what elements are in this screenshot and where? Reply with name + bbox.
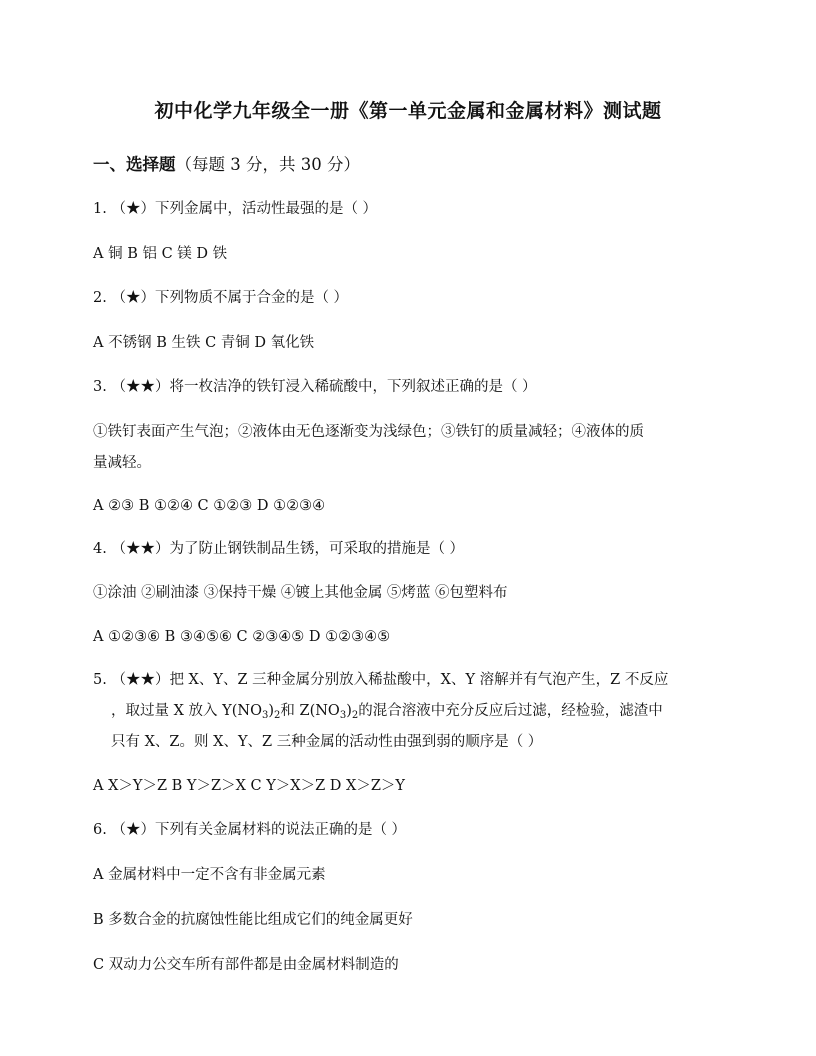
question-5-line2-part-e: 的混合溶液中充分反应后过滤，经检验，滤渣中 [358,703,663,719]
question-3-options: A ②③ B ①②④ C ①②③ D ①②③④ [93,498,326,514]
question-5-line1: 5. （★★）把 X、Y、Z 三种金属分别放入稀盐酸中，X、Y 溶解并有气泡产生，Z 不反应 [93,672,669,688]
question-5-line2-part-b: ) [268,703,275,719]
section-heading-label: 一、选择题 [93,155,176,174]
question-6-option-a: A 金属材料中一定不含有非金属元素 [93,867,326,883]
question-6-option-c: C 双动力公交车所有部件都是由金属材料制造的 [93,957,399,973]
question-5-line3: 只有 X、Z。则 X、Y、Z 三种金属的活动性由强到弱的顺序是（ ） [111,734,543,750]
page-title: 初中化学九年级全一册《第一单元金属和金属材料》测试题 [154,100,662,122]
question-4-statements: ①涂油 ②刷油漆 ③保持干燥 ④镀上其他金属 ⑤烤蓝 ⑥包塑料布 [93,585,508,601]
question-1-stem: 1. （★）下列金属中，活动性最强的是（ ） [93,201,378,217]
subscript: 2 [274,710,281,721]
question-5-line2-part-d: ) [346,703,352,719]
question-1-options: A 铜 B 铝 C 镁 D 铁 [93,246,228,262]
question-5-line2-part-a: ，取过量 X 放入 Y(NO [111,703,262,719]
question-6-stem: 6. （★）下列有关金属材料的说法正确的是（ ） [93,822,407,838]
question-5-options: A X＞Y＞Z B Y＞Z＞X C Y＞X＞Z D X＞Z＞Y [93,778,405,794]
question-3-stem: 3. （★★）将一枚洁净的铁钉浸入稀硫酸中，下列叙述正确的是（ ） [93,379,537,395]
question-5-line2 [111,701,663,721]
question-4-stem: 4. （★★）为了防止钢铁制品生锈，可采取的措施是（ ） [93,541,465,557]
section-heading [93,151,360,175]
question-5-line2-part-c: 和 Z(NO [280,703,340,719]
question-6-option-b: B 多数合金的抗腐蚀性能比组成它们的纯金属更好 [93,912,413,928]
subscript: 3 [339,710,347,721]
subscript: 2 [351,710,359,721]
question-3-statements-line1: ①铁钉表面产生气泡；②液体由无色逐渐变为浅绿色；③铁钉的质量减轻；④液体的质 [93,424,644,440]
question-3-statements-line2: 量减轻。 [93,455,151,471]
section-heading-note: （每题 3 分，共 30 分） [175,155,360,174]
question-2-options: A 不锈钢 B 生铁 C 青铜 D 氧化铁 [93,335,315,351]
question-4-options: A ①②③⑥ B ③④⑤⑥ C ②③④⑤ D ①②③④⑤ [93,629,391,645]
question-2-stem: 2. （★）下列物质不属于合金的是（ ） [93,290,349,306]
subscript: 3 [261,710,269,721]
